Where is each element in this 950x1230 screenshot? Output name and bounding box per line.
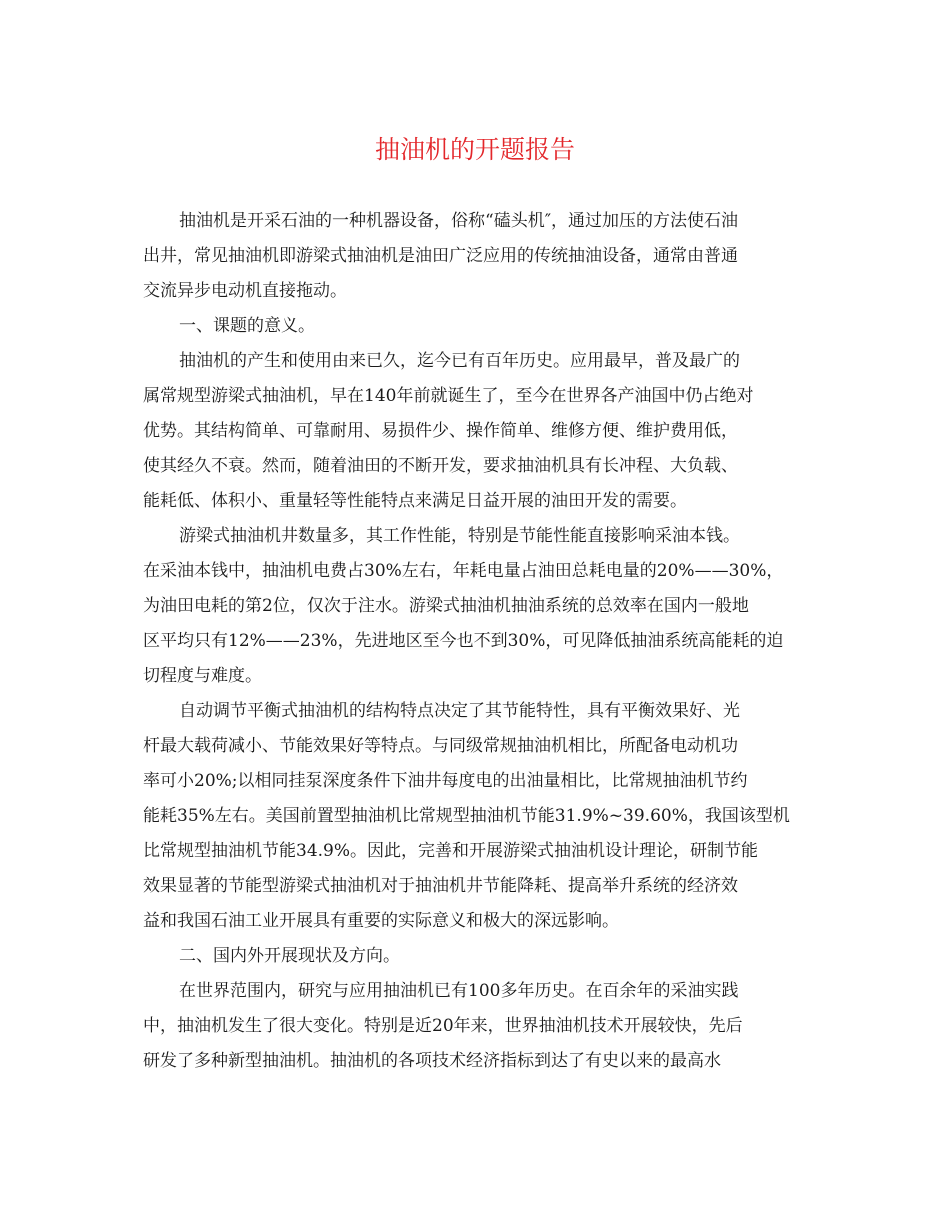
text-line: 一、课题的意义。 [179,316,315,336]
text-line: 使其经久不衰。然而，随着油田的不断开发，要求抽油机具有长冲程、大负载、 [143,456,738,476]
text-line: 抽油机是开采石油的一种机器设备，俗称“磕头机″，通过加压的方法使石油 [179,211,739,231]
text-line: 效果显著的节能型游梁式抽油机对于抽油机井节能降耗、提高举升系统的经济效 [143,876,738,896]
text-line: 杆最大载荷减小、节能效果好等特点。与同级常规抽油机相比，所配备电动机功 [143,736,738,756]
text-line: 切程度与难度。 [143,666,262,686]
text-line: 中，抽油机发生了很大变化。特别是近20年来，世界抽油机技术开展较快，先后 [143,1016,743,1036]
text-line: 率可小20%;以相同挂泵深度条件下油井每度电的出油量相比，比常规抽油机节约 [143,771,748,791]
text-line: 研发了多种新型抽油机。抽油机的各项技术经济指标到达了有史以来的最高水 [143,1051,721,1071]
document-body [143,204,813,1079]
text-line: 游梁式抽油机井数量多，其工作性能，特别是节能性能直接影响采油本钱。 [179,526,740,546]
text-line: 能耗35%左右。美国前置型抽油机比常规型抽油机节能31.9%~39.60%，我国该型机 [143,806,790,826]
text-line: 自动调节平衡式抽油机的结构特点决定了其节能特性，具有平衡效果好、光 [179,701,740,721]
text-line: 比常规型抽油机节能34.9%。因此，完善和开展游梁式抽油机设计理论，研制节能 [143,841,759,861]
text-line: 区平均只有12%——23%，先进地区至今也不到30%，可见降低抽油系统高能耗的迫 [143,631,784,651]
text-line: 在采油本钱中，抽油机电费占30%左右，年耗电量占油田总耗电量的20%——30%， [143,561,784,581]
text-line: 为油田电耗的第2位，仅次于注水。游梁式抽油机抽油系统的总效率在国内一般地 [143,596,749,616]
text-line: 优势。其结构简单、可靠耐用、易损件少、操作简单、维修方便、维护费用低， [143,421,738,441]
text-line: 在世界范围内，研究与应用抽油机已有100多年历史。在百余年的采油实践 [179,981,739,1001]
text-line: 益和我国石油工业开展具有重要的实际意义和极大的深远影响。 [143,911,619,931]
text-line: 属常规型游梁式抽油机，早在140年前就诞生了，至今在世界各产油国中仍占绝对 [143,386,754,406]
text-line: 能耗低、体积小、重量轻等性能特点来满足日益开展的油田开发的需要。 [143,491,687,511]
text-line: 出井，常见抽油机即游梁式抽油机是油田广泛应用的传统抽油设备，通常由普通 [143,246,738,266]
document-title: 抽油机的开题报告 [374,135,575,164]
text-line: 二、国内外开展现状及方向。 [179,946,400,966]
text-line: 抽油机的产生和使用由来已久，迄今已有百年历史。应用最早，普及最广的 [179,351,740,371]
text-line: 交流异步电动机直接拖动。 [143,281,347,301]
